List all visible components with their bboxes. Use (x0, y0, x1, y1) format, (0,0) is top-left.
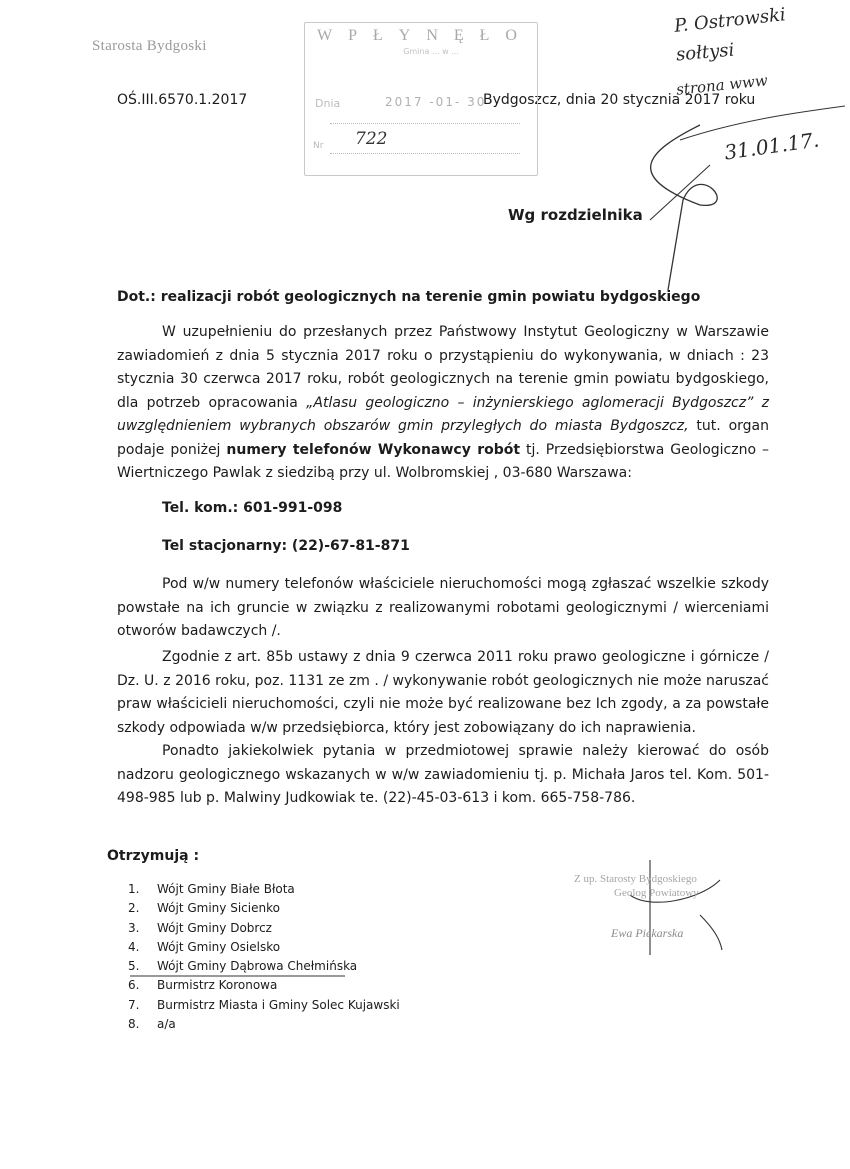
item-number: 8. (128, 1017, 140, 1032)
addressee: Wg rozdzielnika (508, 206, 643, 224)
stamp-date-label: Dnia (315, 97, 341, 110)
handwritten-paraph (651, 125, 718, 290)
stamp-title: WPŁYNĘŁO (317, 27, 533, 44)
item-name: Wójt Gminy Osielsko (157, 939, 281, 954)
paragraph-text: tj. Przedsiębiorstwa Geologiczno – Wiertniczego Pawlak z siedzibą przy ul. Wolbromskiej , 03-680 Warszawa: (117, 441, 769, 481)
paragraph-3: Zgodnie z art. 85b ustawy z dnia 9 czerwca 2011 roku prawo geologiczne i górnicze / Dz. U. z 2016 roku, poz. 1131 ze zm . / wykonywanie robót geologicznych nie może naruszać praw właścicieli nieruchomości, czyli nie może być realizowane bez Ich zgody, a za powstałe szkody odpowiada w/w przedsiębiorca, który jest zobowiązany do ich naprawienia. (117, 649, 769, 736)
item-name: Burmistrz Koronowa (157, 978, 278, 993)
list-item (128, 919, 400, 938)
item-number: 2. (128, 901, 140, 916)
item-name: Wójt Gminy Sicienko (157, 901, 280, 916)
stamp-number-label: Nr (313, 141, 324, 151)
item-name: Wójt Gminy Dąbrowa Chełmińska (157, 959, 358, 974)
stamp-office-name: Gmina ... w ... (403, 47, 459, 56)
item-number: 1. (128, 882, 140, 896)
letterhead-issuer: Starosta Bydgoski (92, 38, 207, 54)
paragraph-bold-phrase: numery telefonów Wykonawcy robót (226, 441, 521, 458)
mobile-phone: Tel. kom.: 601-991-098 (162, 500, 343, 516)
stamp-date: 2017 -01- 30 (385, 95, 487, 109)
subject-line: Dot.: realizacji robót geologicznych na terenie gmin powiatu bydgoskiego (117, 289, 701, 305)
list-item (128, 938, 400, 957)
list-item (128, 996, 400, 1015)
handwritten-date: 31.01.17. (722, 127, 821, 165)
item-name: Wójt Gminy Dobrcz (157, 920, 272, 935)
signature-name: Ewa Piekarska (611, 926, 684, 940)
paragraph-text: tut. organ podaje poniżej (117, 418, 769, 458)
item-name: Burmistrz Miasta i Gminy Solec Kujawski (157, 997, 400, 1012)
list-item (128, 1015, 400, 1034)
list-item (128, 899, 400, 918)
recipients-header: Otrzymują : (107, 848, 200, 864)
paragraph-text: W uzupełnieniu do przesłanych przez Państwowy Instytut Geologiczny w Warszawie zawiadomień z dnia 5 stycznia 2017 roku o przystąpieniu do wykonywania, w dniach : 23 stycznia 30 czerwca 2017 roku, robót geologicznych na terenie gmin powiatu bydgoskiego, dla potrzeb opracowania (117, 324, 769, 411)
signature-authority: Z up. Starosty Bydgoskiego (574, 873, 697, 885)
item-number: 3. (128, 920, 140, 935)
item-name: Wójt Gminy Białe Błota (157, 882, 295, 896)
item-number: 4. (128, 939, 140, 954)
landline-phone: Tel stacjonarny: (22)-67-81-871 (162, 538, 410, 554)
case-number: OŚ.III.6570.1.2017 (117, 92, 248, 108)
handwritten-paraph (650, 165, 710, 220)
handwritten-note: sołtysi (675, 39, 736, 66)
signature-title: Geolog Powiatowy (614, 887, 699, 899)
place-and-date: Bydgoszcz, dnia 20 stycznia 2017 roku (483, 92, 756, 108)
paragraph-italic-title: „Atlasu geologiczno – inżynierskiego aglomeracji Bydgoszcz” z uwzględnieniem wybranych obszarów gmin przyległych do miasta Bydgoszcz, (117, 394, 769, 434)
stamp-handwritten-number: 722 (355, 129, 388, 149)
item-number: 5. (128, 959, 140, 974)
recipients-list (128, 880, 400, 1034)
list-item (128, 976, 400, 995)
handwritten-paraph (680, 106, 845, 140)
signature-stamp (574, 872, 699, 900)
handwritten-name: P. Ostrowski (673, 4, 787, 37)
item-name: a/a (157, 1017, 176, 1032)
handwritten-note: strona www (675, 71, 769, 99)
list-item (128, 957, 400, 976)
paragraph-4: Ponadto jakiekolwiek pytania w przedmiotowej sprawie należy kierować do osób nadzoru geologicznego wskazanych w w/w zawiadomieniu tj. p. Michała Jaros tel. Kom. 501-498-985 lub p. Malwiny Judkowiak te. (22)-45-03-613 i kom. 665-758-786. (117, 743, 769, 806)
list-item (128, 880, 400, 899)
item-number: 6. (128, 978, 140, 993)
paragraph-2: Pod w/w numery telefonów właściciele nieruchomości mogą zgłaszać wszelkie szkody powstałe na ich gruncie w związku z realizowanymi robotami geologicznymi / wierceniami otworów badawczych /. (117, 576, 769, 639)
item-number: 7. (128, 997, 140, 1012)
paragraph-1 (117, 321, 769, 486)
